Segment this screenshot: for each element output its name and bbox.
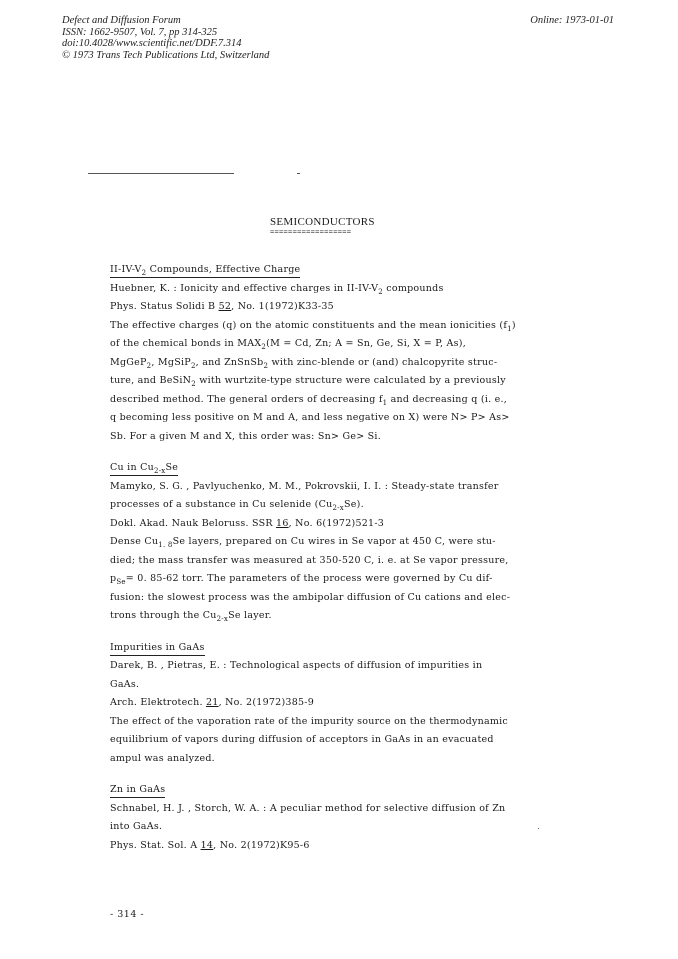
entry-heading: Impurities in GaAs <box>110 641 205 656</box>
journal-header <box>62 15 392 61</box>
entry-citation: Phys. Status Solidi B 52, No. 1(1972)K33-35 <box>110 301 334 312</box>
entry-heading: Zn in GaAs <box>110 783 165 798</box>
entry-title-cont: processes of a substance in Cu selenide $(Cu_{2-x}Se)$. <box>110 499 364 512</box>
abstract-entry <box>110 459 580 626</box>
entry-abstract: The effect of the vaporation rate of the impurity source on the thermodynamic equilibrium of vapors during diffusion of acceptors in GaAs in an evacuated ampul was analyzed. <box>110 715 508 764</box>
copyright-line: © 1973 Trans Tech Publications Ltd, Switzerland <box>62 49 270 61</box>
entry-abstract: Dense $Cu_{1. 8}Se$ layers, prepared on Cu wires in Se vapor at 450 C, were stu- died; the mass transfer was measured at 350-520 C, i. e. at Se vapor pressure, $p_{Se}= 0$. 85-62 torr. The parameters of the process were governed by Cu dif- fusion: the slowest process was the ambipolar diffusion of Cu cations and elec- trons through the $Cu_{2-x}Se$ layer. <box>110 536 511 623</box>
entry-authors: Mamyko, S. G. , Pavlyuchenko, M. M., Pokrovskii, I. I. : Steady-state transfer <box>110 480 499 492</box>
speck-mark <box>538 828 539 829</box>
online-date: Online: 1973-01-01 <box>530 15 614 26</box>
abstract-entry <box>110 781 580 855</box>
journal-name: Defect and Diffusion Forum <box>62 15 181 26</box>
page-number: - 314 - <box>110 909 145 920</box>
abstract-list <box>110 261 580 868</box>
doi-line: doi:10.4028/www.scientific.net/DDF.7.314 <box>62 38 242 49</box>
entry-citation: Phys. Stat. Sol. A 14, No. 2(1972)K95-6 <box>110 839 310 851</box>
divider-rule <box>88 173 234 174</box>
entry-authors: Schnabel, H. J. , Storch, W. A. : A peculiar method for selective diffusion of Zn <box>110 802 506 814</box>
entry-abstract: The effective charges (q) on the atomic constituents and the mean ionicities $(f_1)$ of the chemical bonds in $MAX_2(M = Cd$, Zn; A = Sn, Ge, Si, X = P, As), MgGeP$_2$, MgSiP$_2$, and ZnSnSb$_2$ with zinc-blende or (and) chalcopyrite struc- ture, and BeSiN$_2$ with wurtzite-type structure were calculated by a previously described method. The general orders of decreasing $f_1$ and decreasing q (i. e., q becoming less positive on M and A, and less negative on X) were N> P> As> Sb. For a given M and X, this order was: Sn> Ge> Si. <box>110 319 516 442</box>
abstract-entry <box>110 639 580 769</box>
entry-title-cont: into GaAs. <box>110 821 163 832</box>
entry-authors: Huebner, K. : Ionicity and effective charges in $II-IV-V_2$ compounds <box>110 282 444 296</box>
entry-citation: Arch. Elektrotech. 21, No. 2(1972)385-9 <box>110 697 315 708</box>
section-title: SEMICONDUCTORS <box>270 216 375 228</box>
section-underline: ================== <box>270 228 352 236</box>
entry-citation: Dokl. Akad. Nauk Beloruss. SSR 16, No. 6(1972)521-3 <box>110 517 385 529</box>
abstract-entry <box>110 261 580 446</box>
issn-line: ISSN: 1662-9507, Vol. 7, pp 314-325 <box>62 26 218 38</box>
entry-heading: $II-IV-V_2$ Compounds, Effective Charge <box>110 264 301 277</box>
entry-authors: Darek, B. , Pietras, E. : Technological aspects of diffusion of impurities in <box>110 660 483 671</box>
entry-heading: Cu in $Cu_{2-x}Se$ <box>110 462 179 475</box>
entry-title-cont: GaAs. <box>110 678 140 690</box>
divider-dot <box>297 173 300 174</box>
